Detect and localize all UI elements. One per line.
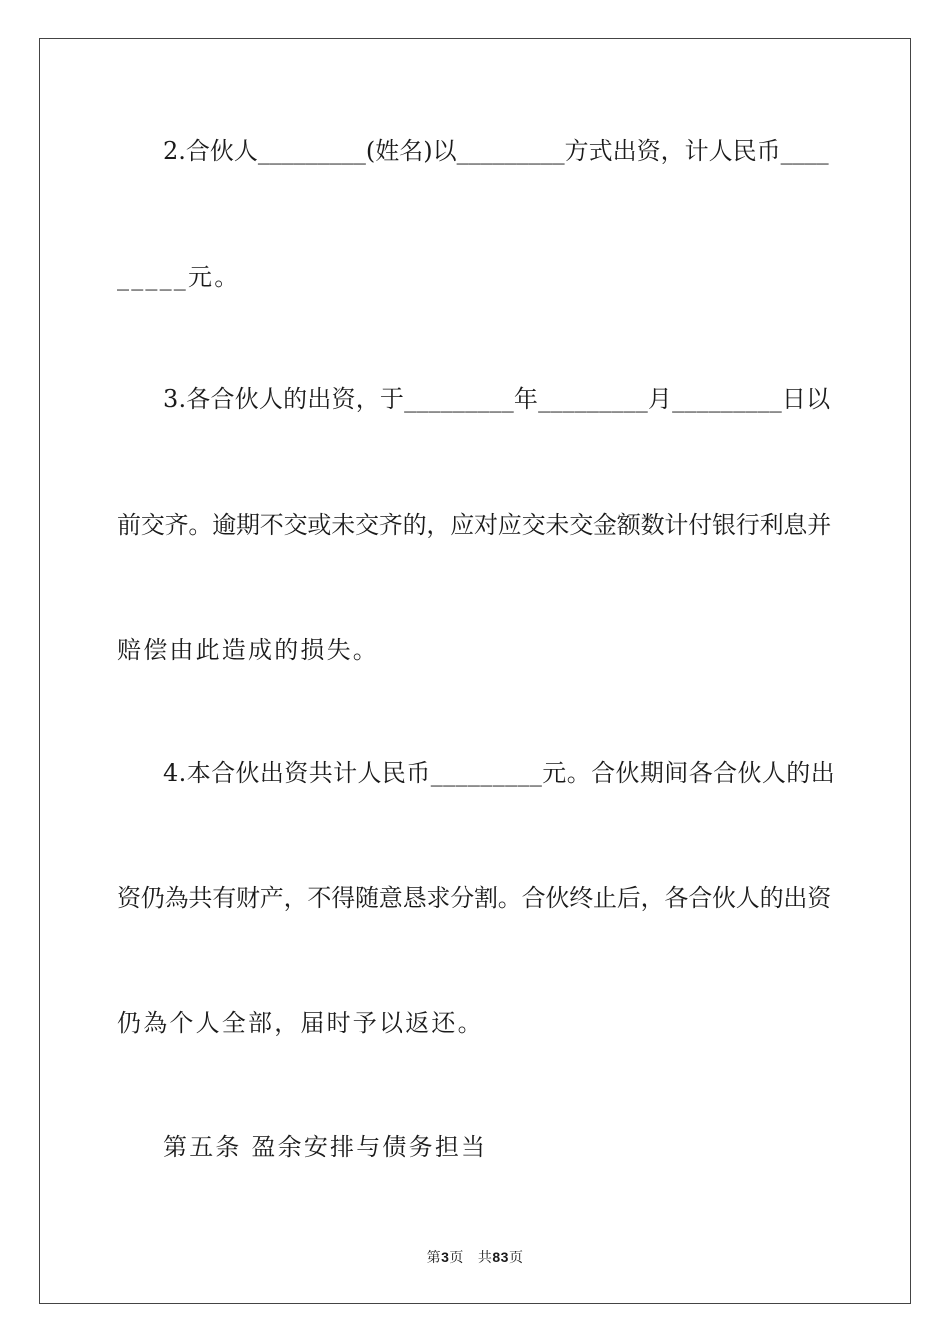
footer-total-pages: 83 [492,1249,509,1265]
paragraph-4-line-2: 资仍為共有财产，不得随意恳求分割。合伙终止后，各合伙人的出资 [117,884,831,912]
paragraph-3-line-2: 前交齐。逾期不交或未交齐的，应对应交未交金额数计付银行利息并 [117,511,831,539]
paragraph-2-line-1: 2.合伙人_________(姓名)以_________方式出资，计人民币____ [163,137,829,165]
paragraph-2-line-2: _____元。 [117,263,241,291]
footer-total-prefix: 共 [477,1251,493,1266]
paragraph-3-line-3: 赔偿由此造成的损失。 [117,636,379,664]
page-footer [0,1247,950,1267]
footer-total-suffix: 页 [508,1251,524,1266]
section-heading-article-5: 第五条 盈余安排与债务担当 [163,1133,488,1161]
paragraph-4-line-1: 4.本合伙出资共计人民币_________元。合伙期间各合伙人的出 [163,759,836,787]
page-border [39,38,911,1304]
footer-page-prefix: 第 [426,1251,442,1266]
paragraph-3-line-1: 3.各合伙人的出资，于_________年_________月_________日以 [163,385,831,413]
footer-page-suffix: 页 [449,1251,464,1266]
footer-page-number: 3 [441,1249,450,1265]
paragraph-4-line-3: 仍為个人全部，届时予以返还。 [117,1009,484,1037]
